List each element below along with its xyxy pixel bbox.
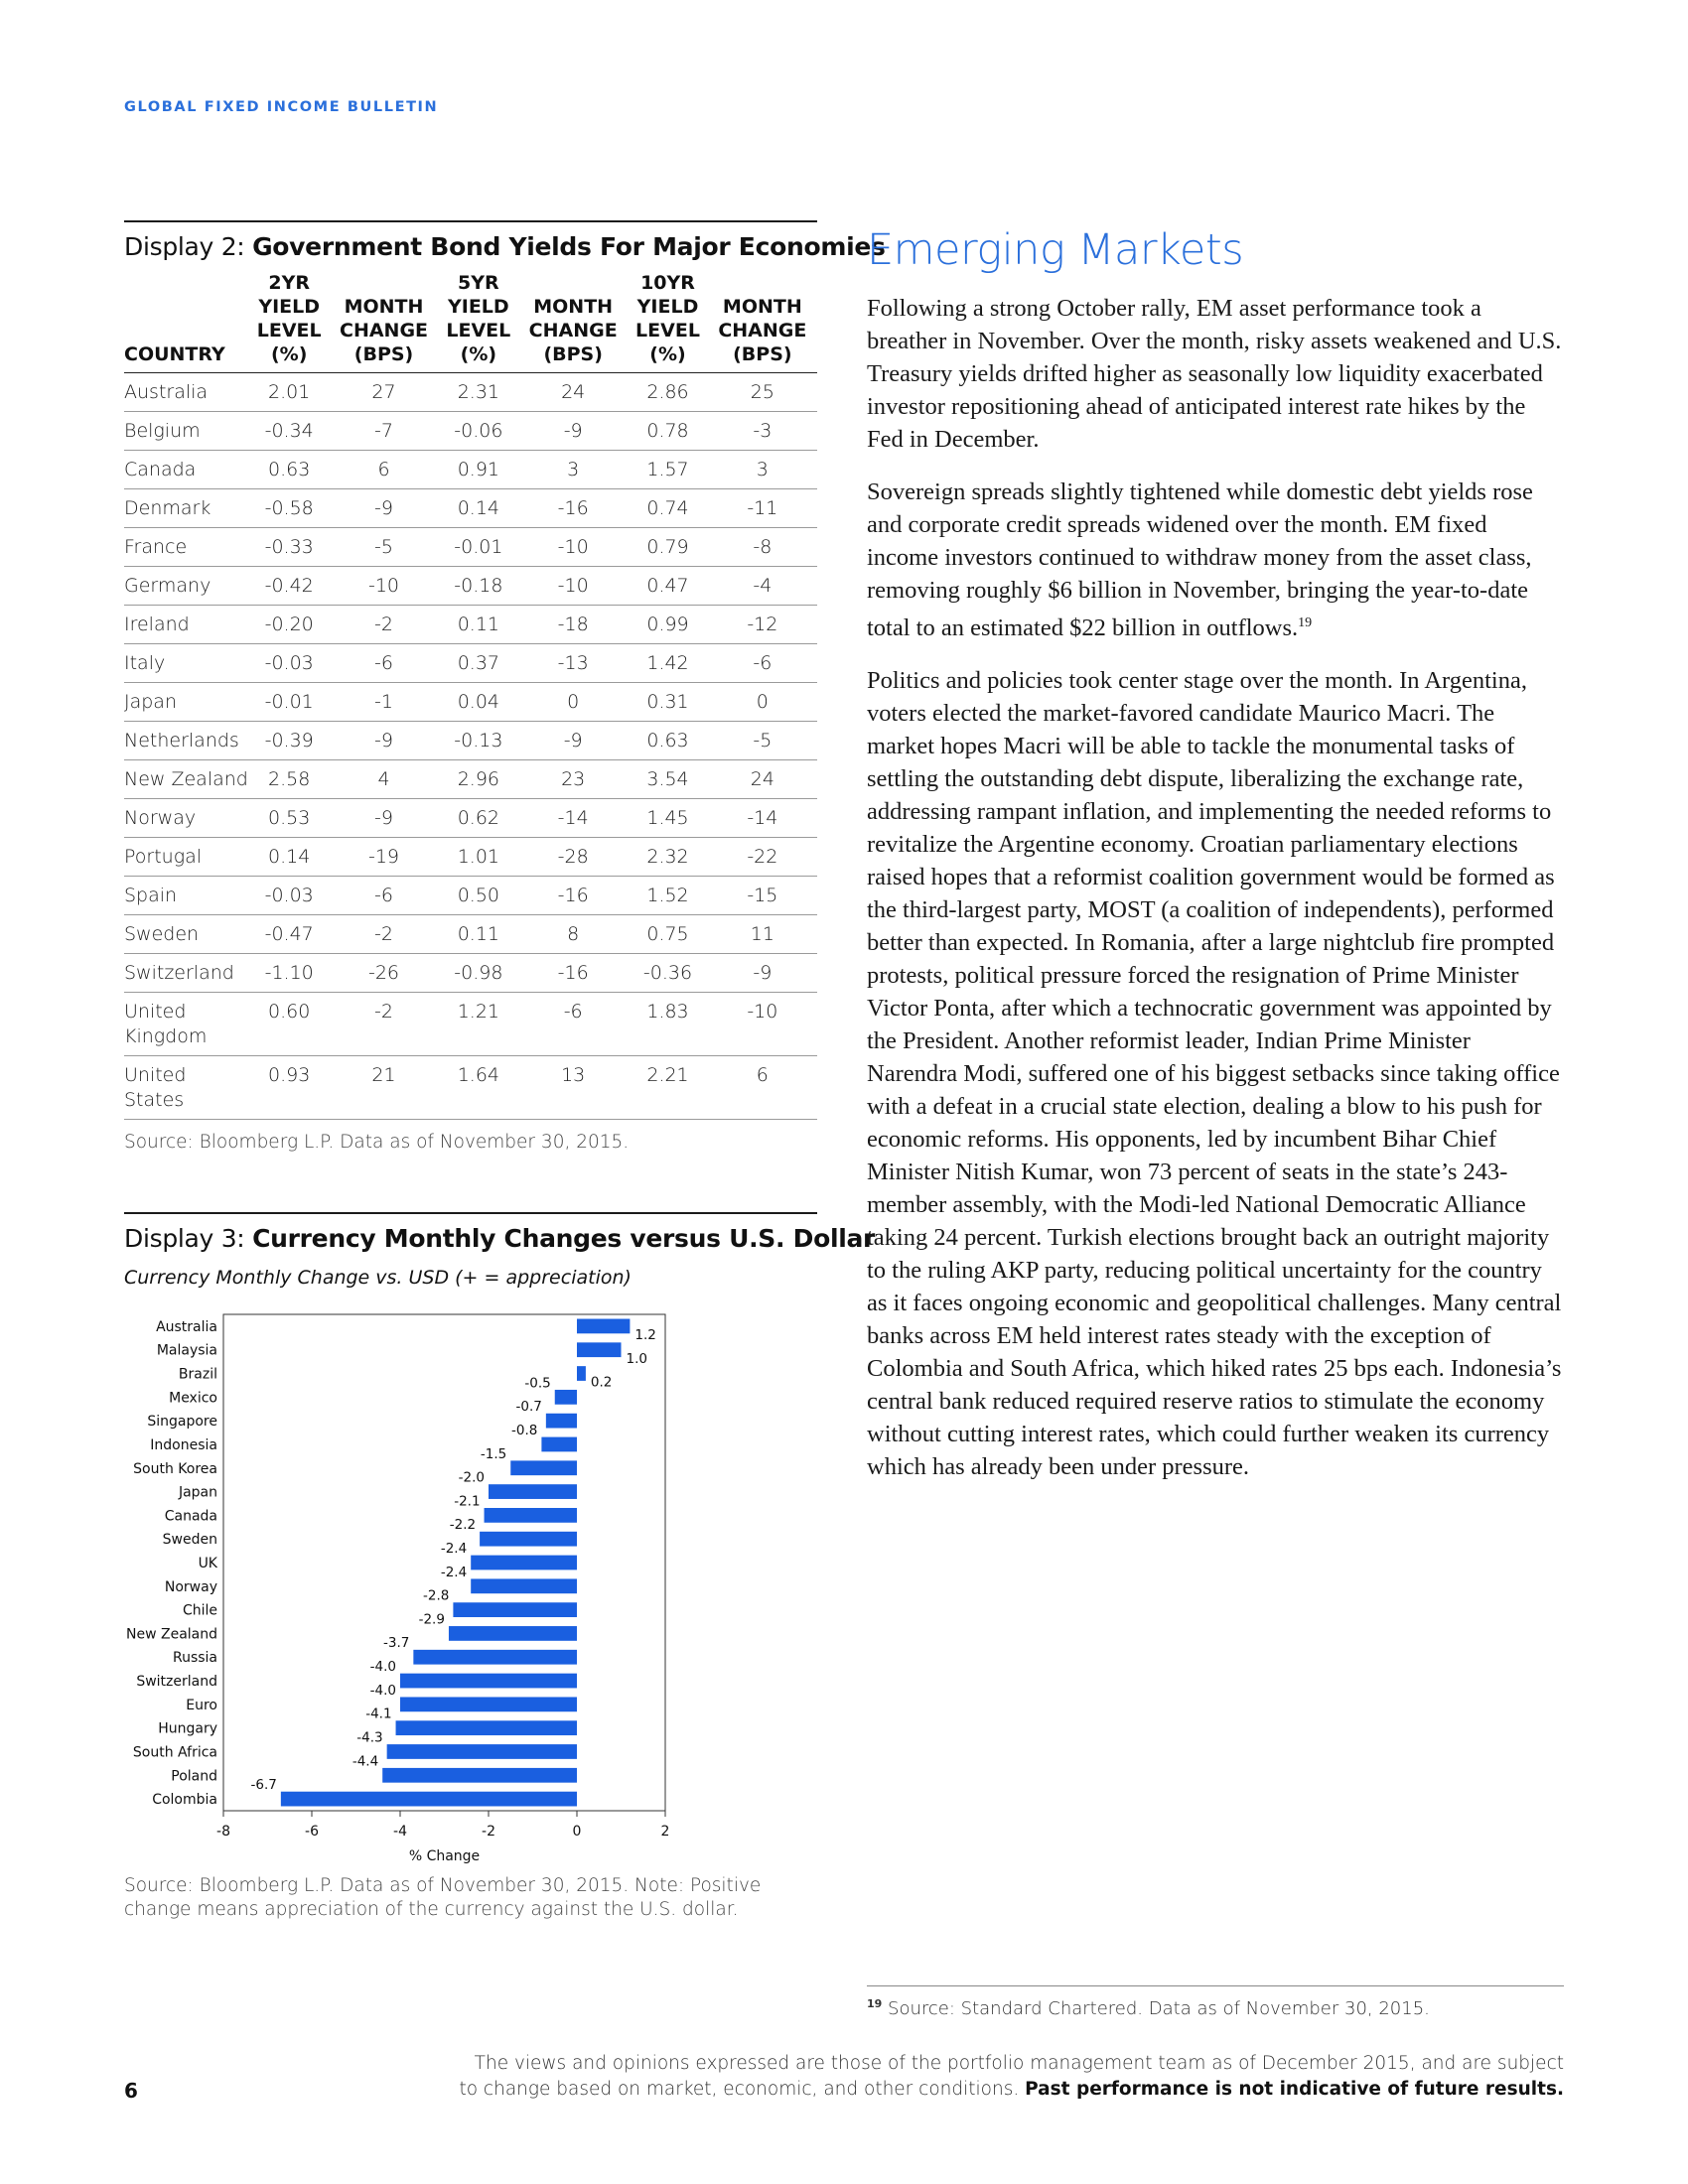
country-cell: Spain bbox=[124, 877, 249, 915]
paragraph-1: Following a strong October rally, EM asset performance took a breather in November. Over the month, risky assets weakened and U.S. Treasury yields drifted higher as seasonally low liquidity exacerbated investor repositioning ahead of anticipated interest rate hikes by the Fed in December. bbox=[867, 295, 1562, 453]
col-5yr-label: 5YR bbox=[458, 272, 499, 294]
country-cell: Sweden bbox=[124, 915, 249, 954]
category-label: Hungary bbox=[158, 1720, 217, 1737]
value-cell: -9 bbox=[518, 722, 628, 760]
table-row bbox=[124, 954, 817, 993]
col-5yr-yield-l1: YIELD bbox=[448, 296, 509, 318]
footnote-ref[interactable]: 19 bbox=[1298, 615, 1313, 630]
value-cell: 13 bbox=[518, 1056, 628, 1120]
value-cell: -0.01 bbox=[249, 683, 329, 722]
data-label: -4.0 bbox=[369, 1682, 396, 1699]
col-2yr-change bbox=[329, 271, 438, 373]
value-cell: 0.63 bbox=[249, 451, 329, 489]
value-cell: 0.63 bbox=[628, 722, 707, 760]
value-cell: 0 bbox=[708, 683, 817, 722]
value-cell: -8 bbox=[708, 528, 817, 567]
category-label: Australia bbox=[156, 1318, 217, 1335]
table-row bbox=[124, 683, 817, 722]
value-cell: -0.13 bbox=[439, 722, 518, 760]
category-label: South Korea bbox=[133, 1460, 217, 1477]
col-2yr-yield-l3: (%) bbox=[270, 343, 308, 365]
col-10yr-label: 10YR bbox=[640, 272, 695, 294]
table-row bbox=[124, 993, 817, 1056]
value-cell: 8 bbox=[518, 915, 628, 954]
table-row bbox=[124, 760, 817, 799]
value-cell: 1.57 bbox=[628, 451, 707, 489]
col-10yr-yield bbox=[628, 271, 707, 373]
col-5yr-yield-l2: LEVEL bbox=[446, 320, 511, 341]
bar bbox=[480, 1532, 577, 1547]
value-cell: 27 bbox=[329, 373, 438, 412]
table-row bbox=[124, 567, 817, 606]
country-cell: Ireland bbox=[124, 606, 249, 644]
value-cell: 3 bbox=[708, 451, 817, 489]
value-cell: -16 bbox=[518, 877, 628, 915]
bar bbox=[555, 1390, 577, 1405]
value-cell: 3.54 bbox=[628, 760, 707, 799]
page-number: 6 bbox=[124, 2079, 138, 2103]
bar bbox=[471, 1578, 577, 1593]
value-cell: -14 bbox=[518, 799, 628, 838]
value-cell: 2.21 bbox=[628, 1056, 707, 1120]
value-cell: 2.86 bbox=[628, 373, 707, 412]
category-label: Sweden bbox=[162, 1532, 217, 1549]
section-title: Emerging Markets bbox=[867, 225, 1244, 275]
value-cell: -0.03 bbox=[249, 644, 329, 683]
country-cell: United Kingdom bbox=[124, 993, 249, 1056]
table-row bbox=[124, 722, 817, 760]
value-cell: 2.96 bbox=[439, 760, 518, 799]
value-cell: -19 bbox=[329, 838, 438, 877]
category-label: Malaysia bbox=[156, 1342, 217, 1359]
country-cell: Japan bbox=[124, 683, 249, 722]
bar bbox=[577, 1342, 622, 1357]
value-cell: -16 bbox=[518, 954, 628, 993]
value-cell: 1.42 bbox=[628, 644, 707, 683]
value-cell: 0.14 bbox=[249, 838, 329, 877]
data-label: -0.5 bbox=[524, 1375, 551, 1392]
data-label: -2.4 bbox=[440, 1541, 468, 1557]
category-label: Canada bbox=[164, 1508, 217, 1525]
data-label: -3.7 bbox=[383, 1635, 410, 1652]
bar bbox=[510, 1460, 577, 1475]
value-cell: -2 bbox=[329, 915, 438, 954]
bar bbox=[449, 1626, 577, 1641]
value-cell: -0.39 bbox=[249, 722, 329, 760]
data-label: 0.2 bbox=[590, 1374, 613, 1391]
value-cell: 0.50 bbox=[439, 877, 518, 915]
value-cell: -14 bbox=[708, 799, 817, 838]
data-label: -2.9 bbox=[418, 1611, 445, 1628]
value-cell: -3 bbox=[708, 412, 817, 451]
data-label: -4.0 bbox=[369, 1659, 396, 1676]
value-cell: -4 bbox=[708, 567, 817, 606]
value-cell: 1.52 bbox=[628, 877, 707, 915]
value-cell: 21 bbox=[329, 1056, 438, 1120]
value-cell: -9 bbox=[329, 799, 438, 838]
table-row bbox=[124, 528, 817, 567]
footnote-text: Source: Standard Chartered. Data as of November 30, 2015. bbox=[882, 1998, 1430, 2019]
country-cell: Portugal bbox=[124, 838, 249, 877]
col-10yr-yield-l1: YIELD bbox=[636, 296, 699, 318]
col-2yr-chg-l3: (BPS) bbox=[353, 343, 414, 365]
country-cell: Denmark bbox=[124, 489, 249, 528]
disclaimer-line-1: The views and opinions expressed are those of the portfolio management team as of December 2015, and are subject bbox=[474, 2053, 1564, 2074]
data-label: -2.0 bbox=[458, 1469, 485, 1486]
value-cell: -2 bbox=[329, 993, 438, 1056]
value-cell: -0.33 bbox=[249, 528, 329, 567]
value-cell: 0.60 bbox=[249, 993, 329, 1056]
table-header-row bbox=[124, 271, 817, 373]
country-cell: New Zealand bbox=[124, 760, 249, 799]
display2-source: Source: Bloomberg L.P. Data as of November 30, 2015. bbox=[124, 1132, 630, 1153]
x-axis-label: % Change bbox=[408, 1848, 481, 1864]
value-cell: 0.93 bbox=[249, 1056, 329, 1120]
bar bbox=[541, 1437, 577, 1452]
display2-heading: Government Bond Yields For Major Economies bbox=[252, 232, 886, 261]
data-label: -6.7 bbox=[250, 1777, 277, 1794]
x-tick-label: -4 bbox=[393, 1824, 407, 1840]
currency-bar-chart bbox=[124, 1302, 817, 1868]
value-cell: -6 bbox=[329, 644, 438, 683]
display2-title bbox=[124, 220, 886, 261]
footnote-divider bbox=[867, 1985, 1564, 1986]
col-2yr-chg-l1: MONTH bbox=[344, 296, 424, 318]
category-label: Chile bbox=[182, 1602, 217, 1619]
disclaimer-bold: Past performance is not indicative of future results. bbox=[1025, 2079, 1564, 2100]
value-cell: -1 bbox=[329, 683, 438, 722]
category-label: Russia bbox=[172, 1650, 217, 1667]
bar bbox=[387, 1744, 577, 1759]
display3-heading: Currency Monthly Changes versus U.S. Dollar bbox=[252, 1224, 876, 1253]
value-cell: -9 bbox=[518, 412, 628, 451]
value-cell: 0.37 bbox=[439, 644, 518, 683]
bar bbox=[400, 1697, 577, 1711]
value-cell: -10 bbox=[518, 567, 628, 606]
value-cell: 6 bbox=[329, 451, 438, 489]
value-cell: -2 bbox=[329, 606, 438, 644]
footnote-number: 19 bbox=[867, 1997, 883, 2010]
value-cell: 0.62 bbox=[439, 799, 518, 838]
value-cell: -28 bbox=[518, 838, 628, 877]
data-label: -2.4 bbox=[440, 1564, 468, 1580]
category-label: Switzerland bbox=[136, 1674, 217, 1691]
value-cell: 24 bbox=[708, 760, 817, 799]
category-label: New Zealand bbox=[126, 1626, 217, 1643]
value-cell: 25 bbox=[708, 373, 817, 412]
country-cell: France bbox=[124, 528, 249, 567]
chart-subtitle: Currency Monthly Change vs. USD (+ = appreciation) bbox=[124, 1267, 632, 1289]
value-cell: 1.21 bbox=[439, 993, 518, 1056]
value-cell: 1.01 bbox=[439, 838, 518, 877]
col-5yr-yield-l3: (%) bbox=[460, 343, 497, 365]
table-row bbox=[124, 877, 817, 915]
table-row bbox=[124, 838, 817, 877]
col-5yr-chg-l1: MONTH bbox=[533, 296, 614, 318]
data-label: -2.8 bbox=[423, 1587, 450, 1604]
x-tick-label: 0 bbox=[572, 1824, 582, 1840]
data-label: -4.1 bbox=[365, 1706, 392, 1722]
col-5yr-chg-l3: (BPS) bbox=[543, 343, 603, 365]
value-cell: -0.47 bbox=[249, 915, 329, 954]
category-label: South Africa bbox=[132, 1744, 217, 1761]
value-cell: -0.06 bbox=[439, 412, 518, 451]
paragraph-3: Politics and policies took center stage over the month. In Argentina, voters elected the market-favored candidate Maurico Macri. The market hopes Macri will be able to tackle the monumental tasks of settling the outstanding debt dispute, liberalizing the exchange rate, addressing rampant inflation, and implementing the needed reforms to revitalize the Argentine economy. Croatian parliamentary elections raised hopes that a reformist coalition government would be formed as the third-largest party, MOST (a coalition of independents), performed better than expected. In Romania, after a large nightclub fire prompted protests, political pressure forced the resignation of Prime Minister Victor Ponta, after which a technocratic government was appointed by the President. Another reformist leader, Indian Prime Minister Narendra Modi, suffered one of his biggest setbacks since taking office with a defeat in a crucial state election, dealing a blow to his push for economic reforms. His opponents, led by incumbent Bihar Chief Minister Nitish Kumar, won 73 percent of seats in the state’s 243-member assembly, with the Modi-led National Democratic Alliance taking 24 percent. Turkish elections brought back an outright majority to the ruling AKP party, reducing political uncertainty for the country as it faces ongoing economic and geopolitical challenges. Many central banks across EM held interest rates steady with the exception of Colombia and South Africa, which hiked rates 25 bps each. Indonesia’s central bank reduced required reserve ratios to stimulate the economy without cutting interest rates, which could further weaken its currency which has already been under pressure. bbox=[867, 667, 1562, 1481]
bar bbox=[453, 1602, 577, 1617]
bar bbox=[485, 1508, 577, 1523]
value-cell: -16 bbox=[518, 489, 628, 528]
value-cell: -10 bbox=[518, 528, 628, 567]
value-cell: -12 bbox=[708, 606, 817, 644]
value-cell: -9 bbox=[329, 489, 438, 528]
data-label: -0.7 bbox=[515, 1399, 542, 1416]
value-cell: -0.34 bbox=[249, 412, 329, 451]
country-cell: Norway bbox=[124, 799, 249, 838]
data-label: 1.0 bbox=[626, 1350, 647, 1367]
bar bbox=[546, 1414, 577, 1429]
bar bbox=[489, 1484, 577, 1499]
bar bbox=[281, 1792, 577, 1807]
value-cell: 0.99 bbox=[628, 606, 707, 644]
value-cell: 1.83 bbox=[628, 993, 707, 1056]
x-tick-label: -2 bbox=[482, 1824, 495, 1840]
x-tick-label: -6 bbox=[305, 1824, 319, 1840]
col-2yr-label: 2YR bbox=[268, 272, 310, 294]
value-cell: -6 bbox=[518, 993, 628, 1056]
bulletin-header: GLOBAL FIXED INCOME BULLETIN bbox=[124, 99, 439, 115]
value-cell: 2.58 bbox=[249, 760, 329, 799]
disclaimer-line-2-text: to change based on market, economic, and other conditions. bbox=[459, 2079, 1026, 2100]
category-label: Singapore bbox=[147, 1414, 217, 1431]
bar bbox=[577, 1319, 630, 1334]
value-cell: -1.10 bbox=[249, 954, 329, 993]
value-cell: 0.53 bbox=[249, 799, 329, 838]
col-10yr-chg-l2: CHANGE bbox=[718, 320, 807, 341]
table-row bbox=[124, 606, 817, 644]
col-5yr-chg-l2: CHANGE bbox=[528, 320, 618, 341]
table-row bbox=[124, 915, 817, 954]
value-cell: -6 bbox=[329, 877, 438, 915]
country-cell: Belgium bbox=[124, 412, 249, 451]
bar bbox=[396, 1720, 577, 1735]
category-label: Brazil bbox=[178, 1366, 217, 1383]
country-cell: United States bbox=[124, 1056, 249, 1120]
value-cell: -10 bbox=[708, 993, 817, 1056]
paragraph-2 bbox=[867, 476, 1564, 644]
paragraph-2-text: Sovereign spreads slightly tightened while domestic debt yields rose and corporate credit spreads widened over the month. EM fixed income investors continued to withdraw money from the asset class, removing roughly $6 billion in November, bringing the year-to-date total to an estimated $22 billion in outflows. bbox=[867, 478, 1533, 642]
value-cell: 0.79 bbox=[628, 528, 707, 567]
value-cell: 2.01 bbox=[249, 373, 329, 412]
data-label: -2.2 bbox=[449, 1517, 477, 1534]
value-cell: -13 bbox=[518, 644, 628, 683]
display2-prefix: Display 2: bbox=[124, 232, 253, 261]
value-cell: -9 bbox=[329, 722, 438, 760]
col-2yr-yield-l1: YIELD bbox=[258, 296, 321, 318]
category-label: Norway bbox=[164, 1578, 217, 1595]
data-label: -0.8 bbox=[511, 1422, 538, 1438]
value-cell: 11 bbox=[708, 915, 817, 954]
value-cell: -0.36 bbox=[628, 954, 707, 993]
data-label: 1.2 bbox=[634, 1327, 656, 1343]
value-cell: 0.14 bbox=[439, 489, 518, 528]
value-cell: -11 bbox=[708, 489, 817, 528]
value-cell: 0.11 bbox=[439, 606, 518, 644]
disclaimer-line-2 bbox=[372, 2077, 1564, 2103]
value-cell: 0.04 bbox=[439, 683, 518, 722]
bar bbox=[400, 1674, 577, 1689]
value-cell: -0.58 bbox=[249, 489, 329, 528]
category-label: Colombia bbox=[152, 1792, 217, 1809]
x-tick-label: 2 bbox=[660, 1824, 670, 1840]
value-cell: 4 bbox=[329, 760, 438, 799]
value-cell: 0.31 bbox=[628, 683, 707, 722]
data-label: -4.3 bbox=[356, 1729, 383, 1746]
table-row bbox=[124, 644, 817, 683]
country-cell: Australia bbox=[124, 373, 249, 412]
value-cell: -10 bbox=[329, 567, 438, 606]
category-label: Mexico bbox=[169, 1390, 217, 1407]
value-cell: -0.20 bbox=[249, 606, 329, 644]
value-cell: 0.75 bbox=[628, 915, 707, 954]
table-row bbox=[124, 373, 817, 412]
value-cell: 2.32 bbox=[628, 838, 707, 877]
left-column bbox=[124, 220, 886, 1922]
footnote bbox=[867, 1997, 1430, 2019]
data-label: -1.5 bbox=[480, 1445, 507, 1462]
bar bbox=[577, 1366, 586, 1381]
value-cell: -5 bbox=[329, 528, 438, 567]
value-cell: 0.74 bbox=[628, 489, 707, 528]
col-2yr-yield-l2: LEVEL bbox=[256, 320, 322, 341]
table-row bbox=[124, 451, 817, 489]
data-label: -2.1 bbox=[454, 1493, 481, 1510]
col-2yr-yield bbox=[249, 271, 329, 373]
value-cell: -5 bbox=[708, 722, 817, 760]
value-cell: -26 bbox=[329, 954, 438, 993]
value-cell: 0.78 bbox=[628, 412, 707, 451]
display3-title bbox=[124, 1212, 876, 1253]
value-cell: 0.11 bbox=[439, 915, 518, 954]
col-country: COUNTRY bbox=[124, 343, 225, 365]
value-cell: -9 bbox=[708, 954, 817, 993]
col-10yr-chg-l3: (BPS) bbox=[733, 343, 792, 365]
country-cell: Italy bbox=[124, 644, 249, 683]
value-cell: 1.45 bbox=[628, 799, 707, 838]
value-cell: -7 bbox=[329, 412, 438, 451]
category-label: Poland bbox=[171, 1768, 217, 1785]
col-5yr-yield bbox=[439, 271, 518, 373]
value-cell: 24 bbox=[518, 373, 628, 412]
country-cell: Netherlands bbox=[124, 722, 249, 760]
country-cell: Canada bbox=[124, 451, 249, 489]
display3-prefix: Display 3: bbox=[124, 1224, 253, 1253]
value-cell: 3 bbox=[518, 451, 628, 489]
value-cell: -18 bbox=[518, 606, 628, 644]
value-cell: -6 bbox=[708, 644, 817, 683]
col-2yr-chg-l2: CHANGE bbox=[340, 320, 429, 341]
value-cell: 2.31 bbox=[439, 373, 518, 412]
value-cell: 0.91 bbox=[439, 451, 518, 489]
category-label: UK bbox=[198, 1556, 217, 1571]
bar bbox=[382, 1768, 577, 1783]
table-row bbox=[124, 489, 817, 528]
value-cell: 6 bbox=[708, 1056, 817, 1120]
value-cell: -0.98 bbox=[439, 954, 518, 993]
value-cell: -0.01 bbox=[439, 528, 518, 567]
right-column bbox=[867, 220, 1564, 1503]
col-10yr-yield-l2: LEVEL bbox=[635, 320, 700, 341]
col-10yr-change bbox=[708, 271, 817, 373]
table-row bbox=[124, 412, 817, 451]
table-body bbox=[124, 373, 817, 1120]
category-label: Indonesia bbox=[150, 1436, 217, 1453]
category-label: Japan bbox=[178, 1484, 217, 1501]
country-cell: Germany bbox=[124, 567, 249, 606]
col-5yr-change bbox=[518, 271, 628, 373]
data-label: -4.4 bbox=[352, 1753, 379, 1770]
table-row bbox=[124, 1056, 817, 1120]
x-tick-label: -8 bbox=[216, 1824, 230, 1840]
value-cell: -15 bbox=[708, 877, 817, 915]
country-cell: Switzerland bbox=[124, 954, 249, 993]
value-cell: 23 bbox=[518, 760, 628, 799]
col-10yr-chg-l1: MONTH bbox=[722, 296, 802, 318]
display3-source: Source: Bloomberg L.P. Data as of November 30, 2015. Note: Positive change means appreciation of the currency against the U.S. dollar. bbox=[124, 1875, 762, 1920]
bond-yields-table bbox=[124, 271, 817, 1120]
col-10yr-yield-l3: (%) bbox=[649, 343, 686, 365]
value-cell: -0.42 bbox=[249, 567, 329, 606]
value-cell: -0.18 bbox=[439, 567, 518, 606]
table-row bbox=[124, 799, 817, 838]
disclaimer bbox=[372, 2051, 1564, 2103]
bar bbox=[413, 1650, 577, 1665]
value-cell: 0 bbox=[518, 683, 628, 722]
value-cell: 0.47 bbox=[628, 567, 707, 606]
category-label: Euro bbox=[186, 1697, 217, 1713]
bar bbox=[471, 1556, 577, 1570]
value-cell: -22 bbox=[708, 838, 817, 877]
value-cell: -0.03 bbox=[249, 877, 329, 915]
value-cell: 1.64 bbox=[439, 1056, 518, 1120]
